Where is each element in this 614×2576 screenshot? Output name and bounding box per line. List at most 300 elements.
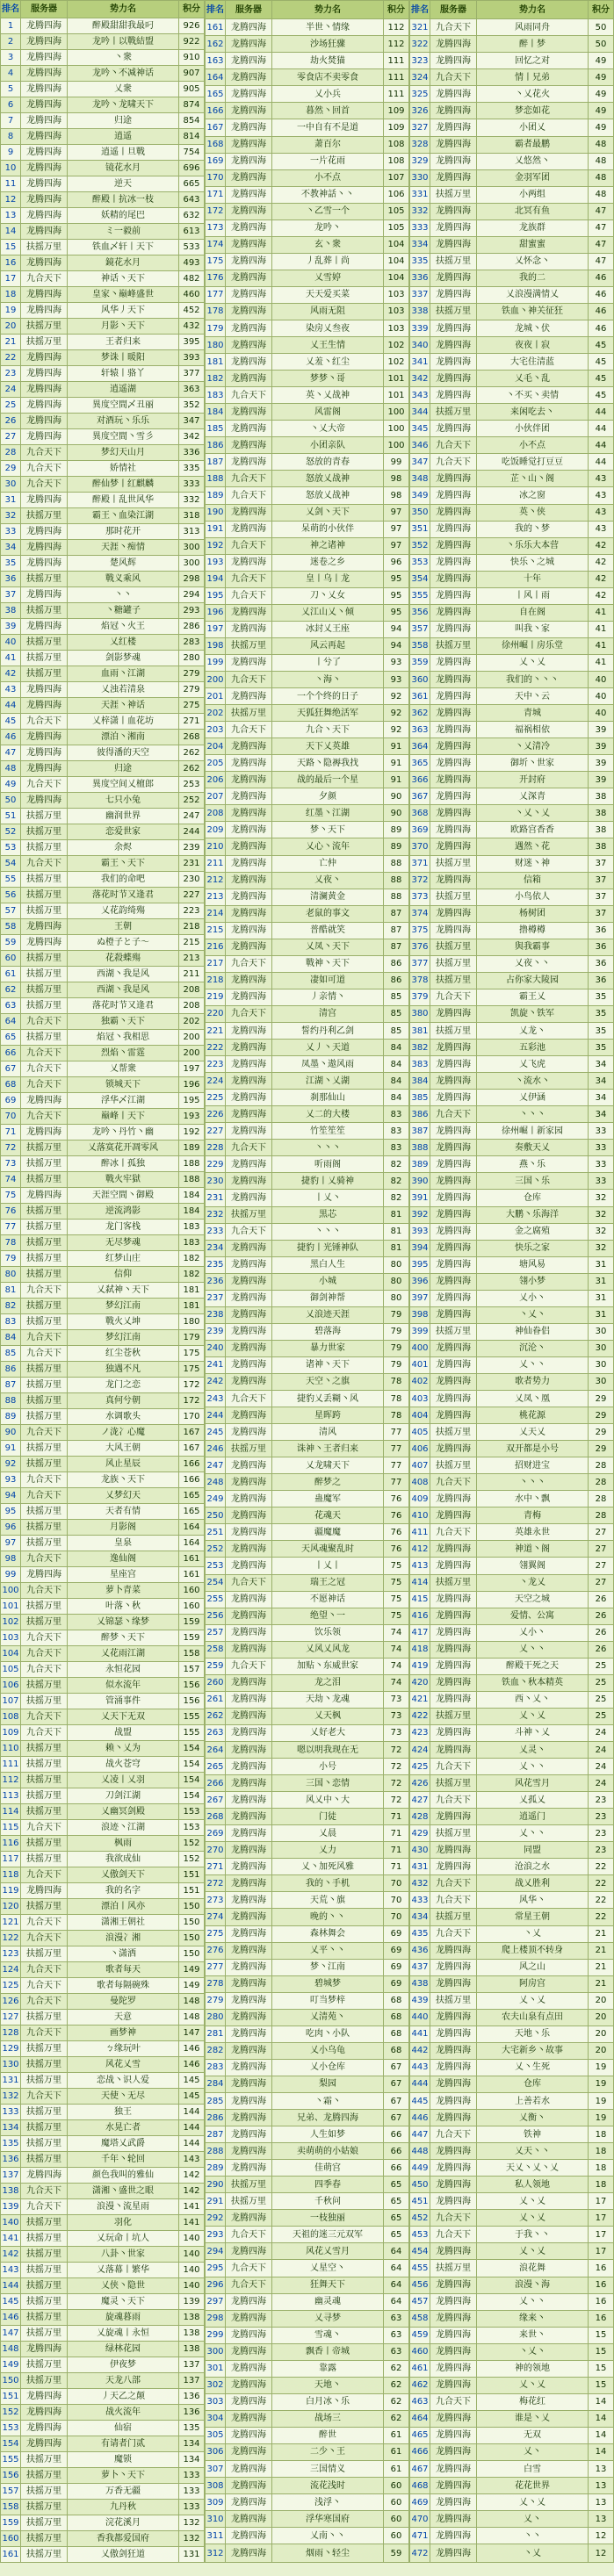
server-cell: 龙腾四海 [226,236,272,253]
rank-cell: 336 [410,270,430,286]
table-row [1,129,205,145]
server-cell: 龙腾四海 [430,2478,477,2494]
rank-cell: 390 [410,1173,430,1190]
server-cell: 龙腾四海 [226,2360,272,2377]
faction-name-cell: 乂丶加死风雅 [272,1859,384,1875]
server-cell: 龙腾四海 [226,1240,272,1256]
faction-name-cell: 戰火牢獄 [68,1172,179,1188]
rank-cell: 221 [206,1022,226,1039]
faction-name-cell: 归途 [68,113,179,129]
table-row [410,2478,614,2494]
server-cell: 龙腾四海 [226,1524,272,1541]
table-row [1,1567,205,1583]
rank-cell: 87 [1,1378,21,1393]
server-cell: 扶摇万里 [21,2357,68,2373]
score-cell: 82 [384,1190,409,1206]
rank-cell: 435 [410,1925,430,1942]
server-cell: 九合天下 [430,1524,477,1541]
server-cell: 扶摇万里 [21,1678,68,1694]
table-row [206,1306,409,1323]
score-cell: 293 [179,603,205,619]
rank-cell: 269 [206,1825,226,1842]
score-cell: 61 [384,2461,409,2478]
rank-cell: 270 [206,1842,226,1859]
server-cell: 扶摇万里 [430,855,477,872]
faction-name-cell: 双开都是小号 [477,1441,589,1457]
score-cell: 155 [179,1725,205,1741]
score-cell: 175 [179,1346,205,1362]
server-cell: 龙腾四海 [430,337,477,354]
table-row [1,1725,205,1741]
score-cell: 71 [384,1809,409,1825]
server-cell: 龙腾四海 [226,1759,272,1775]
faction-name-cell: 亡仲 [272,855,384,872]
faction-name-cell: 吃肉丶小队 [272,2026,384,2042]
server-cell: 扶摇万里 [226,1206,272,1223]
rank-cell: 339 [410,320,430,337]
table-row [206,2277,409,2293]
rank-cell: 100 [1,1583,21,1599]
rank-cell: 445 [410,2092,430,2109]
score-cell: 22 [589,1909,614,1925]
server-cell: 九合天下 [430,1892,477,1909]
table-row [206,788,409,805]
table-row [1,1314,205,1330]
faction-name-cell: 乂天丶丶 [477,2143,589,2160]
rank-cell: 281 [206,2026,226,2042]
score-cell: 223 [179,903,205,919]
score-cell: 26 [589,1624,614,1641]
server-cell: 龙腾四海 [430,571,477,587]
score-cell: 26 [589,1641,614,1658]
score-cell: 85 [384,989,409,1005]
rank-cell: 238 [206,1306,226,1323]
faction-name-cell: 御剑神帮 [272,1290,384,1306]
server-cell: 龙腾四海 [430,2528,477,2544]
faction-name-cell: 醉殿甜甜我最叼 [68,18,179,34]
faction-name-cell: 爱情、公寓 [477,1608,589,1624]
score-cell: 32 [589,1223,614,1240]
server-cell: 扶摇万里 [430,1457,477,1474]
rank-cell: 391 [410,1190,430,1206]
server-cell: 扶摇万里 [21,2278,68,2294]
faction-name-cell: 歌者每隔碗殊 [68,1978,179,1994]
score-cell: 92 [384,688,409,705]
faction-name-cell: 乂花雨江湖 [68,1646,179,1662]
faction-name-cell: 八卦丶世家 [68,2247,179,2263]
table-row [1,176,205,192]
score-cell: 81 [384,1223,409,1240]
server-cell: 扶摇万里 [21,1804,68,1820]
table-row [410,354,614,371]
rank-cell: 256 [206,1608,226,1624]
score-cell: 73 [384,1724,409,1741]
server-cell: 龙腾四海 [430,537,477,554]
faction-name-cell: 神仙眷侣 [477,1323,589,1340]
rank-cell: 228 [206,1140,226,1156]
faction-name-cell: 丶乂 [477,1925,589,1942]
rank-cell: 226 [206,1106,226,1123]
server-cell: 龙腾四海 [430,2494,477,2511]
rank-cell: 382 [410,1040,430,1056]
score-cell: 95 [384,587,409,604]
faction-name-cell: 来闲吃去丶 [477,404,589,421]
score-cell: 142 [179,2168,205,2184]
score-cell: 108 [384,136,409,153]
table-row [1,50,205,66]
rank-cell: 455 [410,2260,430,2277]
rank-cell: 302 [206,2377,226,2393]
server-cell: 扶摇万里 [21,2515,68,2531]
table-row [410,672,614,688]
table-row [206,1056,409,1073]
table-row [206,387,409,404]
rank-cell: 47 [1,745,21,761]
rank-cell: 17 [1,271,21,287]
table-row [410,1273,614,1290]
rank-cell: 408 [410,1474,430,1491]
table-row [206,1842,409,1859]
table-row [1,1188,205,1204]
rank-cell: 45 [1,714,21,730]
rank-cell: 29 [1,461,21,477]
faction-name-cell: 捷豹乂丢糊丶风 [272,1391,384,1407]
rank-cell: 244 [206,1407,226,1424]
server-cell: 龙腾四海 [226,1457,272,1474]
server-cell: 龙腾四海 [226,1073,272,1090]
faction-name-cell: 乂丶 [477,2443,589,2460]
faction-name-cell: 凯旋丶铁军 [477,1005,589,1022]
table-row [1,556,205,572]
faction-name-cell: 梦幻天山月 [68,445,179,461]
rank-cell: 438 [410,1975,430,1992]
table-row [410,1524,614,1541]
score-cell: 18 [589,2177,614,2193]
faction-name-cell: 逍遥丨旦戰 [68,145,179,161]
score-cell: 89 [384,838,409,855]
server-cell: 龙腾四海 [226,1992,272,2009]
table-row [1,1852,205,1867]
table-row [410,1975,614,1992]
server-cell: 龙腾四海 [430,1608,477,1624]
faction-name-cell: 塘风易 [477,1256,589,1273]
faction-name-cell: 漂泊丶湘南 [68,730,179,745]
rank-cell: 144 [1,2278,21,2294]
score-cell: 38 [589,805,614,822]
table-row [1,1741,205,1757]
rank-cell: 470 [410,2511,430,2528]
server-cell: 扶摇万里 [430,939,477,955]
column-header: 服务器 [21,1,68,18]
table-row [1,840,205,856]
table-row [206,119,409,136]
rank-cell: 151 [1,2389,21,2405]
rank-cell: 53 [1,840,21,856]
table-row [206,471,409,487]
faction-name-cell: 翎翼阁 [477,1558,589,1574]
table-row [1,730,205,745]
score-cell: 100 [384,404,409,421]
table-row [206,1391,409,1407]
score-cell: 98 [384,471,409,487]
faction-name-cell: 乂幽冥剑殿 [68,1804,179,1820]
server-cell: 龙腾四海 [226,2110,272,2126]
server-cell: 龙腾四海 [226,270,272,286]
score-cell: 79 [384,1356,409,1373]
server-cell: 龙腾四海 [21,524,68,540]
score-cell: 28 [589,1457,614,1474]
rank-cell: 401 [410,1356,430,1373]
faction-name-cell: 大宅住清蓝 [477,354,589,371]
server-cell: 龙腾四海 [226,1942,272,1959]
column-header: 势力名 [272,1,384,19]
server-cell: 扶摇万里 [21,1299,68,1314]
server-cell: 龙腾四海 [226,1474,272,1491]
faction-name-cell: 醉殿丨抗冰一枝 [68,192,179,208]
server-cell: 龙腾四海 [226,2478,272,2494]
rank-cell: 215 [206,922,226,939]
score-cell: 35 [589,1005,614,1022]
rank-cell: 407 [410,1457,430,1474]
table-row [1,2389,205,2405]
faction-name-cell: 仙宿 [68,2421,179,2436]
score-cell: 77 [384,1424,409,1441]
score-cell: 137 [179,2357,205,2373]
faction-name-cell: 乂心丶流年 [272,838,384,855]
table-row [206,2042,409,2059]
score-cell: 13 [589,2461,614,2478]
server-cell: 龙腾四海 [430,1441,477,1457]
score-cell: 40 [589,688,614,705]
server-cell: 龙腾四海 [430,1156,477,1173]
table-row [1,240,205,255]
table-row [206,2260,409,2277]
score-cell: 21 [589,1942,614,1959]
score-cell: 48 [589,169,614,186]
rank-cell: 358 [410,637,430,654]
faction-name-cell: 血雨丶江湖 [68,666,179,682]
server-cell: 九合天下 [226,1574,272,1591]
faction-name-cell: 缘来丶 [477,2310,589,2327]
server-cell: 九合天下 [430,19,477,36]
faction-name-cell: 乂王生情 [272,337,384,354]
rank-cell: 420 [410,1674,430,1691]
faction-name-cell: 乂天乂 [477,1424,589,1441]
rank-cell: 372 [410,872,430,889]
score-cell: 102 [384,354,409,371]
faction-name-cell: 怒放乂战神 [272,471,384,487]
score-cell: 75 [384,1574,409,1591]
faction-name-cell: 五彩池 [477,1040,589,1056]
table-row [1,2184,205,2199]
server-cell: 扶摇万里 [21,1362,68,1378]
rank-cell: 140 [1,2215,21,2231]
score-cell: 184 [179,1204,205,1220]
server-cell: 龙腾四海 [430,621,477,637]
table-row [206,1859,409,1875]
score-cell: 47 [589,236,614,253]
score-cell: 79 [384,1306,409,1323]
server-cell: 扶摇万里 [21,651,68,666]
server-cell: 龙腾四海 [226,2076,272,2092]
server-cell: 扶摇万里 [21,1946,68,1962]
score-cell: 47 [589,203,614,219]
faction-name-cell: 黑白人生 [272,1256,384,1273]
server-cell: 九合天下 [226,1223,272,1240]
score-cell: 62 [384,2393,409,2410]
score-cell: 72 [384,1742,409,1759]
faction-name-cell: 余烬 [68,840,179,856]
faction-name-cell: 风之山 [477,1959,589,1975]
table-row [410,1558,614,1574]
server-cell: 龙腾四海 [226,1641,272,1658]
table-row [410,1491,614,1507]
table-row [206,1591,409,1608]
score-cell: 68 [384,2009,409,2026]
server-cell: 龙腾四海 [430,772,477,788]
faction-name-cell: 龙城丶伏 [477,320,589,337]
server-cell: 九合天下 [21,1551,68,1567]
table-row [1,982,205,998]
server-cell: 龙腾四海 [226,1975,272,1992]
faction-name-cell: 仓库 [477,1190,589,1206]
faction-name-cell: 天涯空間丶御殿 [68,1188,179,1204]
score-cell: 137 [179,2373,205,2389]
table-row [206,454,409,471]
faction-name-cell: 逆流鸿影 [68,1204,179,1220]
table-row [410,1708,614,1724]
table-row [1,1804,205,1820]
rank-cell: 5 [1,82,21,97]
faction-name-cell: 小鸟依人 [477,889,589,905]
server-cell: 九合天下 [21,2199,68,2215]
server-cell: 扶摇万里 [21,840,68,856]
rank-cell: 465 [410,2427,430,2443]
faction-name-cell: 碧落海 [272,1323,384,1340]
score-cell: 101 [384,371,409,387]
faction-name-cell: 斗神丶乂 [477,1724,589,1741]
table-row [410,2377,614,2393]
rank-cell: 389 [410,1156,430,1173]
rank-cell: 117 [1,1852,21,1867]
score-cell: 41 [589,654,614,671]
table-row [206,1825,409,1842]
rank-cell: 74 [1,1172,21,1188]
table-row [410,905,614,922]
rank-cell: 128 [1,2026,21,2041]
faction-name-cell: 乂傲剑狂道 [68,2547,179,2563]
table-row [410,1825,614,1842]
rank-cell: 454 [410,2243,430,2260]
faction-name-cell: 乂飞虎 [477,1056,589,1073]
score-cell: 18 [589,2160,614,2177]
table-row [1,666,205,682]
table-row [206,855,409,872]
table-row [410,788,614,805]
score-cell: 696 [179,161,205,176]
score-cell: 910 [179,50,205,66]
faction-name-cell: 丶乐乐大本营 [477,537,589,554]
table-row [410,1073,614,1090]
score-cell: 24 [589,1742,614,1759]
server-cell: 扶摇万里 [21,666,68,682]
rank-cell: 307 [206,2461,226,2478]
rank-cell: 121 [1,1915,21,1931]
server-cell: 龙腾四海 [226,654,272,671]
server-cell: 龙腾四海 [226,1491,272,1507]
server-cell: 龙腾四海 [430,1240,477,1256]
score-cell: 41 [589,604,614,621]
faction-name-cell: 瑞王之冠 [272,1574,384,1591]
score-cell: 17 [589,2193,614,2210]
server-cell: 龙腾四海 [430,169,477,186]
score-cell: 67 [384,2092,409,2109]
rank-cell: 243 [206,1391,226,1407]
score-cell: 89 [384,822,409,838]
server-cell: 龙腾四海 [430,2511,477,2528]
server-cell: 九合天下 [21,1962,68,1978]
server-cell: 扶摇万里 [21,1140,68,1156]
table-row [1,745,205,761]
column-header: 排名 [410,1,430,19]
rank-cell: 213 [206,889,226,905]
score-cell: 62 [384,2410,409,2427]
table-row [206,1424,409,1441]
table-row [1,935,205,951]
score-cell: 102 [384,337,409,354]
rank-cell: 135 [1,2136,21,2152]
table-row [206,2177,409,2193]
faction-name-cell: 天乂丶乂丶乂 [477,2160,589,2177]
rank-cell: 127 [1,2010,21,2026]
table-row [1,1093,205,1109]
server-cell: 扶摇万里 [226,2193,272,2210]
faction-name-cell: ぬ橙子と子〜 [68,935,179,951]
faction-name-cell: 異度空間丶雪彡 [68,429,179,445]
faction-name-cell: 與我霸事 [477,939,589,955]
table-row [1,572,205,587]
faction-name-cell: 乂丿丶天道 [272,1040,384,1056]
table-row [1,967,205,982]
faction-name-cell: 丶丶丶 [272,1140,384,1156]
rank-cell: 345 [410,421,430,437]
score-cell: 48 [589,136,614,153]
server-cell: 扶摇万里 [21,903,68,919]
rank-cell: 290 [206,2177,226,2193]
rank-cell: 42 [1,666,21,682]
table-row [206,504,409,521]
score-cell: 91 [384,772,409,788]
score-cell: 42 [589,587,614,604]
rank-cell: 459 [410,2327,430,2343]
faction-name-cell: 锁城天下 [68,1077,179,1093]
score-cell: 34 [589,1056,614,1073]
rank-cell: 427 [410,1792,430,1809]
score-cell: 19 [589,2076,614,2092]
rank-cell: 409 [410,1491,430,1507]
score-cell: 77 [384,1441,409,1457]
rank-cell: 182 [206,371,226,387]
rank-cell: 457 [410,2293,430,2310]
faction-name-cell: 乂丶乂 [477,1708,589,1724]
score-cell: 179 [179,1330,205,1346]
rank-cell: 115 [1,1820,21,1836]
server-cell: 龙腾四海 [21,935,68,951]
score-cell: 138 [179,2342,205,2357]
faction-name-cell: 浪漫冫湘 [68,1931,179,1946]
table-row [410,1106,614,1123]
rank-cell: 461 [410,2360,430,2377]
